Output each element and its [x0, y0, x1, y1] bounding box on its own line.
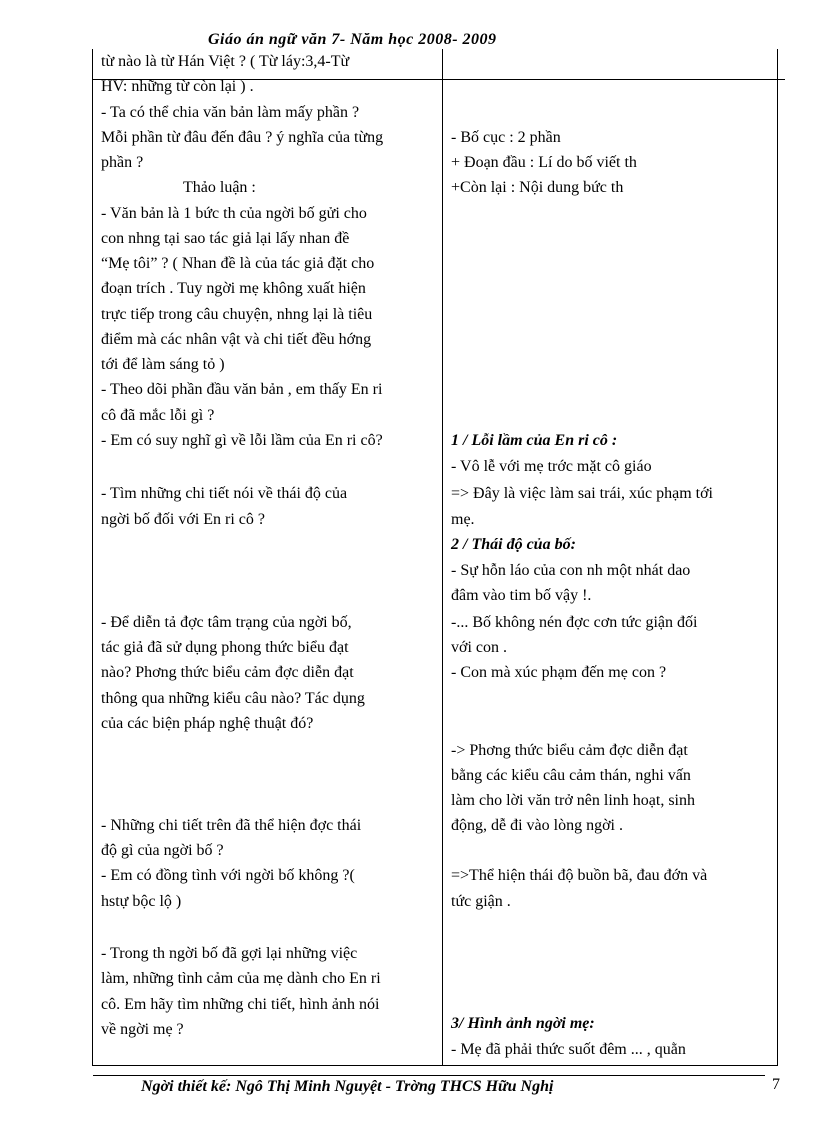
left-line: phần ?: [101, 154, 144, 171]
footer-rule: [93, 1075, 765, 1076]
left-line: tới để làm sáng tỏ ): [101, 356, 225, 373]
header-title: Giáo án ngữ văn 7- Năm học 2008- 2009: [208, 31, 497, 48]
section-heading: 1 / Lỗi lầm của En ri cô :: [451, 432, 618, 449]
left-line: của các biện pháp nghệ thuật đó?: [101, 715, 314, 732]
footer-author: Ngời thiết kế: Ngô Thị Minh Nguyệt - Trờng THCS Hữu Nghị: [141, 1078, 554, 1095]
left-line: điểm mà các nhân vật và chi tiết đều hớng: [101, 331, 372, 348]
left-line: HV: những từ còn lại ) .: [101, 78, 254, 95]
left-line: từ nào là từ Hán Việt ? ( Từ láy:3,4-Từ: [101, 53, 350, 70]
section-heading: 3/ Hình ảnh ngời mẹ:: [451, 1015, 595, 1032]
left-line: đoạn trích . Tuy ngời mẹ không xuất hiện: [101, 280, 366, 297]
right-line: bằng các kiểu câu cảm thán, nghi vấn: [451, 767, 691, 784]
right-line: - Bố cục : 2 phần: [451, 129, 561, 146]
left-line: trực tiếp trong câu chuyện, nhng lại là tiêu: [101, 306, 373, 323]
left-line: ngời bố đối với En ri cô ?: [101, 511, 266, 528]
left-line: thông qua những kiểu câu nào? Tác dụng: [101, 690, 365, 707]
left-line: Thảo luận :: [183, 179, 256, 196]
right-line: -... Bố không nén đợc cơn tức giận đối: [451, 614, 698, 631]
right-line: tức giận .: [451, 893, 511, 910]
right-line: =>Thể hiện thái độ buồn bã, đau đớn và: [451, 867, 708, 884]
left-line: làm, những tình cảm của mẹ dành cho En ri: [101, 970, 381, 987]
left-line: cô. Em hãy tìm những chi tiết, hình ảnh nói: [101, 996, 380, 1013]
left-line: về ngời mẹ ?: [101, 1021, 184, 1038]
right-line: động, dễ đi vào lòng ngời .: [451, 817, 623, 834]
left-line: - Theo dõi phần đầu văn bản , em thấy En ri: [101, 381, 383, 398]
right-line: => Đây là việc làm sai trái, xúc phạm tới: [451, 485, 713, 502]
left-line: con nhng tại sao tác giả lại lấy nhan đề: [101, 230, 350, 247]
left-line: Mỗi phần từ đâu đến đâu ? ý nghĩa của từng: [101, 129, 384, 146]
right-line: -> Phơng thức biểu cảm đợc diễn đạt: [451, 742, 688, 759]
left-line: - Tìm những chi tiết nói về thái độ của: [101, 485, 348, 502]
right-line: với con .: [451, 639, 508, 656]
section-heading: 2 / Thái độ của bố:: [451, 536, 576, 553]
left-line: - Em có đồng tình với ngời bố không ?(: [101, 867, 355, 884]
left-line: độ gì của ngời bố ?: [101, 842, 224, 859]
page-header: [0, 31, 816, 49]
left-line: tác giả đã sử dụng phong thức biểu đạt: [101, 639, 349, 656]
left-line: - Để diễn tả đợc tâm trạng của ngời bố,: [101, 614, 352, 631]
left-line: “Mẹ tôi” ? ( Nhan đề là của tác giả đặt cho: [101, 255, 375, 272]
left-line: - Ta có thể chia văn bản làm mấy phần ?: [101, 104, 360, 121]
right-line: - Vô lễ với mẹ trớc mặt cô giáo: [451, 458, 652, 475]
left-line: - Em có suy nghĩ gì về lỗi lầm của En ri cô?: [101, 432, 383, 449]
right-line: +Còn lại : Nội dung bức th: [451, 179, 624, 196]
right-line: + Đoạn đầu : Lí do bố viết th: [451, 154, 637, 171]
left-line: - Những chi tiết trên đã thể hiện đợc thái: [101, 817, 362, 834]
left-line: - Văn bản là 1 bức th của ngời bố gửi cho: [101, 205, 367, 222]
column-divider: [442, 49, 443, 1065]
lesson-table: [92, 49, 778, 1066]
left-line: hstự bộc lộ ): [101, 893, 182, 910]
left-line: cô đã mắc lỗi gì ?: [101, 407, 215, 424]
right-line: mẹ.: [451, 511, 475, 528]
left-line: - Trong th ngời bố đã gợi lại những việc: [101, 945, 358, 962]
left-line: nào? Phơng thức biểu cảm đợc diễn đạt: [101, 664, 354, 681]
page-number: 7: [772, 1076, 780, 1093]
right-line: đâm vào tim bố vậy !.: [451, 587, 592, 604]
right-line: làm cho lời văn trở nên linh hoạt, sinh: [451, 792, 695, 809]
right-line: - Con mà xúc phạm đến mẹ con ?: [451, 664, 667, 681]
right-line: - Sự hỗn láo của con nh một nhát dao: [451, 562, 691, 579]
right-line: - Mẹ đã phải thức suốt đêm ... , quằn: [451, 1041, 686, 1058]
